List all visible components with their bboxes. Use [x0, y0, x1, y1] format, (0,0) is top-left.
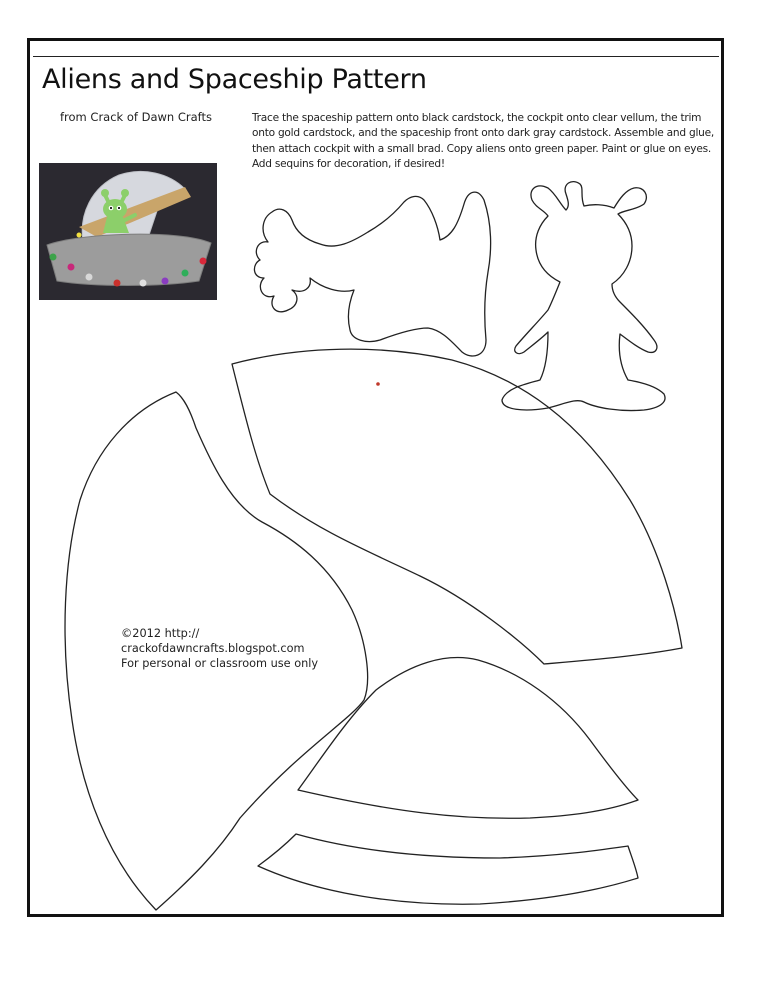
copyright-line-3: For personal or classroom use only: [121, 657, 319, 670]
copyright-line-2: crackofdawncrafts.blogspot.com: [121, 642, 305, 655]
alien-pattern-right: [502, 182, 665, 411]
alien-pattern-left: [254, 192, 490, 356]
instructions-text: Trace the spaceship pattern onto black cardstock, the cockpit onto clear vellum, the trim onto gold cardstock, and the spaceship front onto dark gray cardstock. Assemble and glue, then attach cockpit with a small brad. Copy aliens onto green paper. Paint or glue on eyes. Add sequins for decoration, if desired!: [252, 112, 714, 171]
copyright-block: [121, 626, 318, 671]
stray-mark: [376, 382, 380, 386]
page-title: Aliens and Spaceship Pattern: [42, 64, 427, 95]
copyright-line-1: ©2012 http://: [121, 627, 200, 640]
byline: from Crack of Dawn Crafts: [60, 110, 213, 124]
cockpit-pattern: [232, 349, 682, 664]
trim-pattern: [258, 834, 638, 904]
spaceship-front-pattern: [298, 658, 638, 819]
